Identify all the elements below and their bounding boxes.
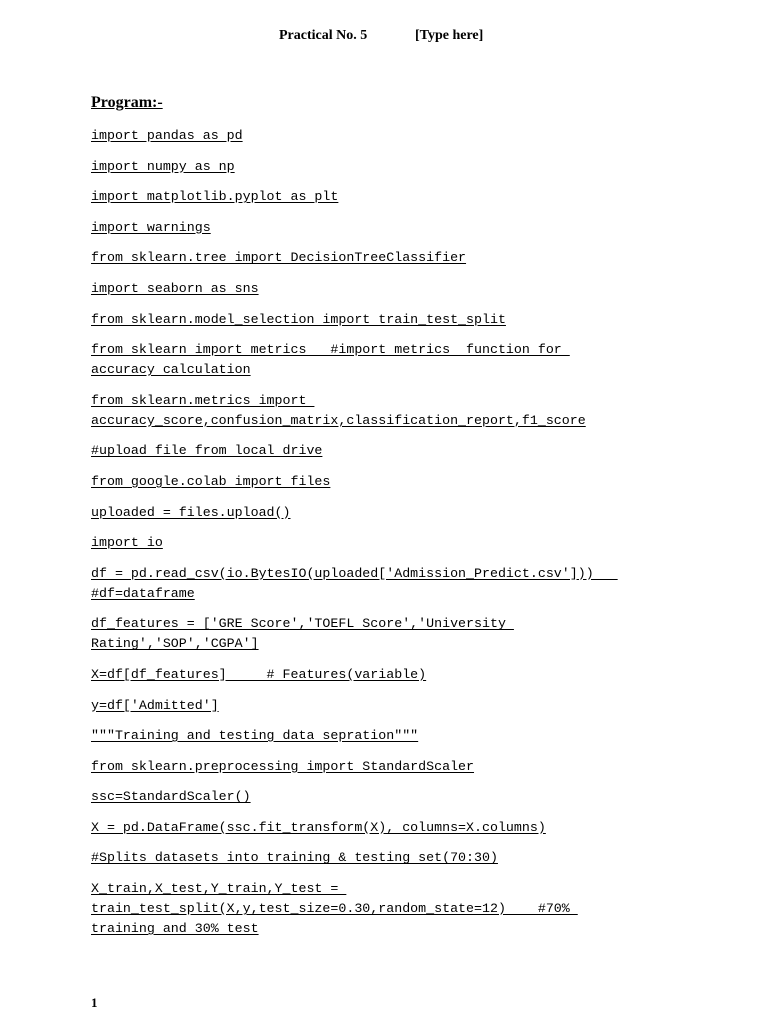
code-line: from sklearn import metrics #import metrics function for accuracy calculation [91, 342, 562, 378]
code-line: import seaborn as sns [91, 280, 259, 296]
code-line: X_train,X_test,Y_train,Y_test = train_test_split(X,y,test_size=0.30,random_state=12) #70% training and 30% test [91, 881, 570, 937]
code-line: #Splits datasets into training & testing set(70:30) [91, 850, 498, 866]
code-line: df_features = ['GRE Score','TOEFL Score','University Rating','SOP','CGPA'] [91, 616, 506, 652]
practical-title: Practical No. 5 [279, 28, 368, 43]
code-line: import matplotlib.pyplot as plt [91, 189, 339, 205]
code-line: ssc=StandardScaler() [91, 789, 251, 805]
code-line: import pandas as pd [91, 128, 243, 143]
code-line: import numpy as np [91, 158, 235, 174]
code-line: import warnings [91, 219, 211, 235]
page-number: 1 [91, 995, 98, 1010]
program-heading: Program:- [91, 94, 163, 111]
code-line: from sklearn.model_selection import train_test_split [91, 311, 506, 327]
code-line: from sklearn.tree import DecisionTreeClassifier [91, 250, 467, 266]
code-line: from google.colab import files [91, 473, 331, 489]
code-line: import io [91, 535, 163, 551]
code-block [91, 126, 731, 950]
header-placeholder: [Type here] [415, 28, 484, 43]
code-line: X = pd.DataFrame(ssc.fit_transform(X), columns=X.columns) [91, 819, 546, 835]
code-line: from sklearn.preprocessing import StandardScaler [91, 758, 475, 774]
code-line: """Training and testing data sepration""" [91, 728, 419, 744]
code-line: X=df[df_features] # Features(variable) [91, 666, 427, 682]
code-line: y=df['Admitted'] [91, 697, 219, 713]
code-line: from sklearn.metrics import accuracy_score,confusion_matrix,classification_report,f1_score [91, 392, 586, 428]
code-line: df = pd.read_csv(io.BytesIO(uploaded['Admission_Predict.csv'])) #df=dataframe [91, 565, 594, 601]
code-line: #upload file from local drive [91, 443, 323, 459]
code-line: uploaded = files.upload() [91, 504, 291, 520]
